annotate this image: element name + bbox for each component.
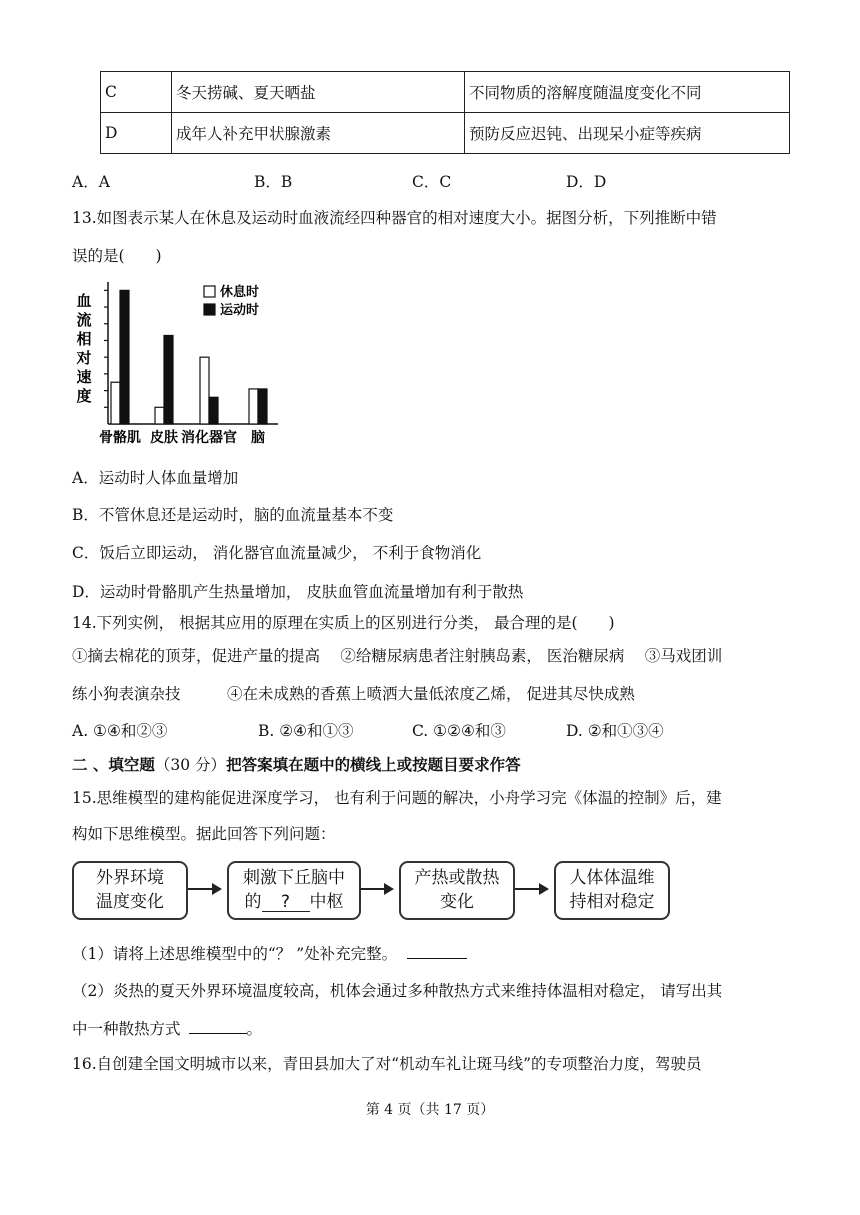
flow-box-text: 刺激下丘脑中 bbox=[243, 868, 345, 888]
legend-label: 休息时 bbox=[220, 285, 260, 300]
answer-blank[interactable] bbox=[407, 944, 467, 959]
bar-exercise bbox=[209, 397, 218, 424]
blood-flow-chart bbox=[72, 276, 282, 448]
flow-box-text: 人体体温维 bbox=[569, 868, 655, 888]
x-tick-label: 脑 bbox=[251, 430, 265, 446]
q12-option-c: C．C bbox=[412, 173, 452, 191]
y-label-char: 速 bbox=[76, 368, 92, 386]
x-tick-label: 骨骼肌 bbox=[99, 430, 141, 446]
table-cell-principle: 预防反应迟钝、出现呆小症等疾病 bbox=[465, 113, 790, 154]
bar-exercise bbox=[164, 335, 173, 424]
q15-stem-line1: 15.思维模型的建构能促进深度学习， 也有利于问题的解决，小舟学习完《体温的控制》后，建 bbox=[72, 789, 722, 807]
y-label-char: 流 bbox=[76, 311, 92, 329]
flow-box-hypothalamus bbox=[227, 861, 361, 920]
section-score: （30 分） bbox=[154, 756, 227, 774]
q12-option-d: D．D bbox=[566, 173, 607, 191]
q15-sub2-line1: （2）炎热的夏天外界环境温度较高，机体会通过多种散热方式来维持体温相对稳定， 请写出其 bbox=[72, 982, 723, 1000]
y-label-char: 度 bbox=[76, 387, 92, 405]
q13-option-c: C．饭后立即运动， 消化器官血流量减少， 不利于食物消化 bbox=[72, 544, 482, 562]
table-cell-example: 成年人补充甲状腺激素 bbox=[172, 113, 465, 154]
flow-box-heat bbox=[399, 861, 515, 920]
bar-rest bbox=[155, 407, 164, 424]
flow-box-text: 外界环境 bbox=[96, 868, 164, 888]
legend-label: 运动时 bbox=[220, 303, 260, 318]
q14-option-c: C. ①②④和③ bbox=[412, 722, 506, 740]
table-cell-option: D bbox=[101, 113, 172, 154]
page-footer: 第 4 页（共 17 页） bbox=[365, 1102, 495, 1118]
q12-option-b: B．B bbox=[254, 173, 293, 191]
q14-option-a: A. ①④和②③ bbox=[72, 722, 168, 740]
table-cell-example: 冬天捞碱、夏天晒盐 bbox=[172, 72, 465, 113]
legend-swatch bbox=[204, 286, 215, 297]
q14-option-b: B. ②④和①③ bbox=[258, 722, 354, 740]
x-tick-label: 皮肤 bbox=[150, 430, 178, 446]
legend-swatch bbox=[204, 304, 215, 315]
flow-arrow bbox=[360, 888, 392, 890]
q13-option-b: B．不管休息还是运动时，脑的血流量基本不变 bbox=[72, 506, 394, 524]
answer-blank[interactable] bbox=[189, 1019, 247, 1034]
section-header bbox=[72, 753, 521, 775]
bar-exercise bbox=[120, 290, 129, 424]
y-label-char: 相 bbox=[76, 330, 92, 348]
table-row bbox=[101, 72, 790, 113]
legend bbox=[204, 284, 259, 318]
x-tick-label: 消化器官 bbox=[181, 430, 237, 446]
flow-box-stable bbox=[554, 861, 670, 920]
flow-arrow bbox=[188, 888, 220, 890]
table-cell-principle: 不同物质的溶解度随温度变化不同 bbox=[465, 72, 790, 113]
q13-stem-line2: 误的是( ) bbox=[72, 247, 162, 265]
x-tick-labels bbox=[99, 429, 265, 446]
q14-line1: ①摘去棉花的顶芽，促进产量的提高 ②给糖尿病患者注射胰岛素， 医治糖尿病 ③马戏团训 bbox=[72, 647, 723, 665]
q14-line2: 练小狗表演杂技 ④在未成熟的香蕉上喷洒大量低浓度乙烯， 促进其尽快成熟 bbox=[72, 685, 635, 703]
q13-option-a: A．运动时人体血量增加 bbox=[72, 469, 239, 487]
section-label: 二 、填空题 bbox=[72, 755, 155, 774]
flow-box-text: 持相对稳定 bbox=[569, 892, 655, 912]
flow-arrow bbox=[515, 888, 547, 890]
bar-exercise bbox=[258, 389, 267, 424]
flow-box-text: 温度变化 bbox=[96, 892, 164, 912]
flow-box-text: 的 ? 中枢 bbox=[244, 892, 344, 912]
bar-rest bbox=[200, 357, 209, 424]
y-axis-label bbox=[75, 292, 91, 405]
y-label-char: 对 bbox=[76, 349, 92, 367]
section-instruction: 把答案填在题中的横线上或按题目要求作答 bbox=[226, 755, 521, 774]
table-cell-option: C bbox=[101, 72, 172, 113]
q16-stem-line1: 16.自创建全国文明城市以来，青田县加大了对“机动车礼让斑马线”的专项整治力度，驾驶员 bbox=[72, 1055, 702, 1073]
q14-stem: 14.下列实例， 根据其应用的原理在实质上的区别进行分类， 最合理的是( ) bbox=[72, 614, 615, 632]
bar-rest bbox=[111, 382, 120, 424]
q15-stem-line2: 构如下思维模型。据此回答下列问题： bbox=[72, 825, 336, 843]
q13-option-d: D．运动时骨骼肌产生热量增加， 皮肤血管血流量增加有利于散热 bbox=[72, 583, 524, 601]
answer-table bbox=[100, 71, 790, 154]
q15-sub1: （1）请将上述思维模型中的“？ ”处补充完整。 bbox=[72, 942, 467, 964]
q14-option-d: D. ②和①③④ bbox=[566, 722, 664, 740]
flow-box-text: 变化 bbox=[440, 892, 474, 912]
flow-box-environment bbox=[72, 861, 188, 920]
q15-sub2-line2: 中一种散热方式 。 bbox=[72, 1020, 263, 1038]
bar-rest bbox=[249, 389, 258, 424]
q13-stem-line1: 13.如图表示某人在休息及运动时血液流经四种器官的相对速度大小。据图分析，下列推断中错 bbox=[72, 209, 717, 227]
flow-blank: ? bbox=[262, 893, 310, 912]
q12-option-a: A．A bbox=[72, 173, 110, 191]
flow-box-text: 产热或散热 bbox=[414, 868, 500, 888]
table-row bbox=[101, 113, 790, 154]
y-label-char: 血 bbox=[76, 292, 92, 310]
